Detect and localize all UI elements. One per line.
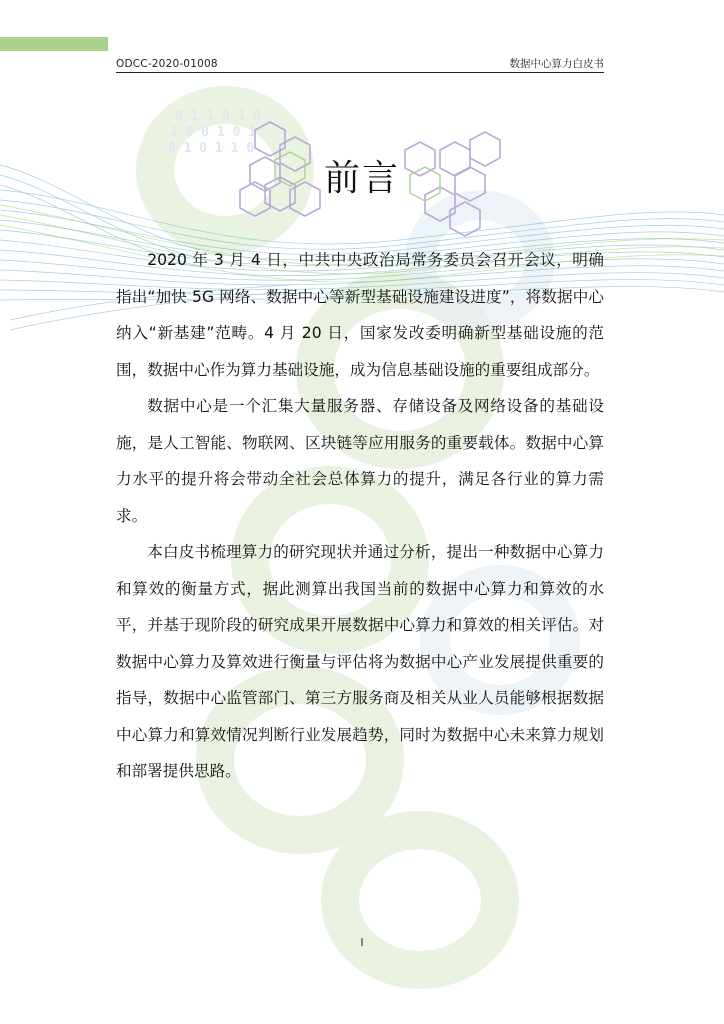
svg-text:0 1 1 0 1 0: 0 1 1 0 1 0 — [175, 109, 262, 124]
svg-text:1 0 0 1 0 1: 1 0 0 1 0 1 — [170, 125, 257, 140]
paragraph: 2020 年 3 月 4 日，中共中央政治局常务委员会召开会议，明确指出“加快 5G 网络、数据中心等新型基础设施建设进度”，将数据中心纳入“新基建”范畴。4 月 20 日，国家发改委明确新型基础设施的范围，数据中心作为算力基础设施，成为信息基础设施的重要组成部分。 — [116, 251, 604, 379]
paragraph: 本白皮书梳理算力的研究现状并通过分析，提出一种数据中心算力和算效的衡量方式，据此测算出我国当前的数据中心算力和算效的水平，并基于现阶段的研究成果开展数据中心算力和算效的相关评估。对数据中心算力及算效进行衡量与评估将为数据中心产业发展提供重要的指导，数据中心监管部门、第三方服务商及相关从业人员能够根据数据中心算力和算效情况判断行业发展趋势，同时为数据中心未来算力规划和部署提供思路。 — [116, 543, 604, 780]
page-title: 前言 — [323, 158, 400, 199]
doc-title: 数据中心算力白皮书 — [509, 58, 604, 70]
page-number: I — [360, 936, 364, 949]
binary-digits — [168, 109, 261, 156]
paragraph: 数据中心是一个汇集大量服务器、存储设备及网络设备的基础设施，是人工智能、物联网、区块链等应用服务的重要载体。数据中心算力水平的提升将会带动全社会总体算力的提升，满足各行业的算力需求。 — [116, 397, 604, 525]
doc-id: ODCC-2020-01008 — [116, 58, 218, 70]
body-text — [116, 242, 604, 790]
svg-text:0 1 0 1 1 0: 0 1 0 1 1 0 — [168, 141, 255, 156]
